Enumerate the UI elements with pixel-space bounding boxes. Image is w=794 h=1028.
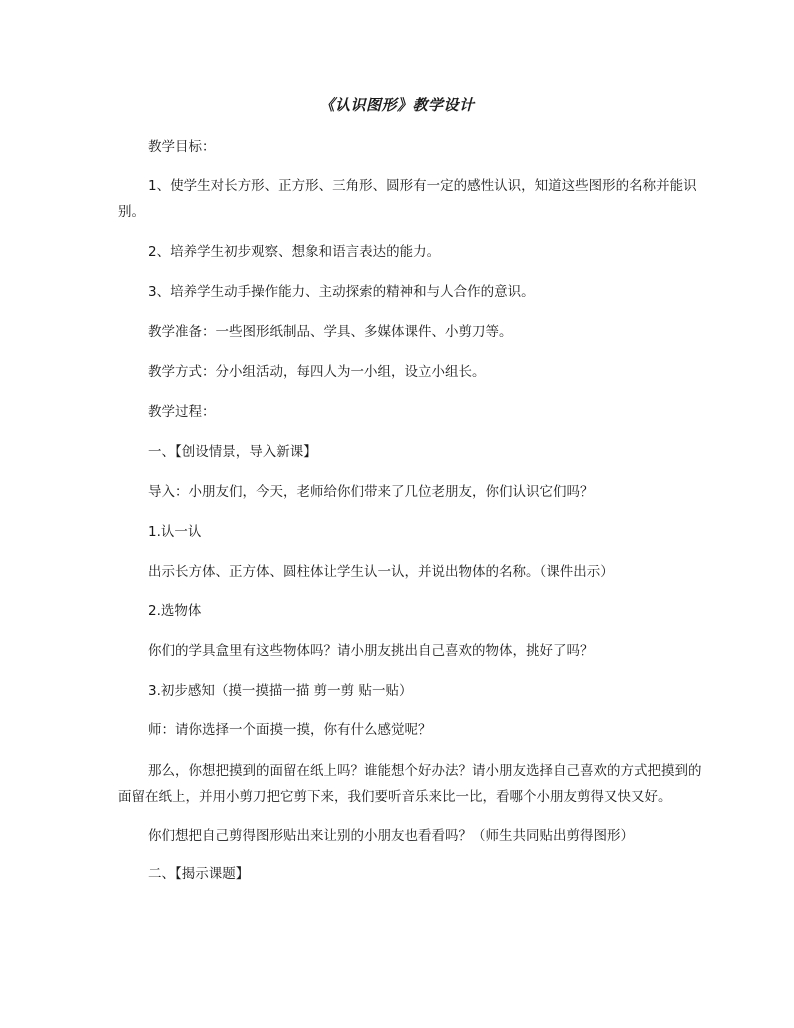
teaching-process-heading: 教学过程： [148, 404, 216, 420]
activity-paragraph: 那么，你想把摸到的面留在纸上吗？谁能想个好办法？请小朋友选择自己喜欢的方式把摸到的面留在纸上，并用小剪刀把它剪下来，我们要听音乐来比一比，看哪个小朋友剪得又快又好。 [118, 763, 702, 805]
document-title: 《认识图形》教学设计 [319, 96, 475, 114]
goal-1-paragraph: 1、使学生对长方形、正方形、三角形、圆形有一定的感性认识，知道这些图形的名称并能识别。 [118, 178, 697, 220]
step-1-heading: 1.认一认 [148, 524, 202, 540]
goal-3-paragraph: 3、培养学生动手操作能力、主动探索的精神和与人合作的意识。 [148, 284, 535, 300]
teaching-preparation-paragraph: 教学准备：一些图形纸制品、学具、多媒体课件、小剪刀等。 [148, 324, 513, 340]
step-2-heading: 2.选物体 [148, 603, 202, 619]
teaching-goals-heading: 教学目标： [148, 139, 216, 155]
step-3-heading: 3.初步感知（摸一摸描一描 剪一剪 贴一贴） [148, 683, 413, 699]
section-2-heading: 二、【揭示课题】 [148, 866, 250, 882]
introduction-paragraph: 导入：小朋友们，今天，老师给你们带来了几位老朋友，你们认识它们吗？ [148, 484, 594, 500]
step-1-paragraph: 出示长方体、正方体、圆柱体让学生认一认，并说出物体的名称。（课件出示） [148, 564, 614, 580]
paste-shapes-paragraph: 你们想把自己剪得图形贴出来让别的小朋友也看看吗？（师生共同贴出剪得图形） [148, 828, 634, 844]
teaching-method-paragraph: 教学方式：分小组活动，每四人为一小组，设立小组长。 [148, 364, 486, 380]
goal-2-paragraph: 2、培养学生初步观察、想象和语言表达的能力。 [148, 244, 441, 260]
step-2-paragraph: 你们的学具盒里有这些物体吗？请小朋友挑出自己喜欢的物体，挑好了吗？ [148, 643, 594, 659]
teacher-question-paragraph: 师：请你选择一个面摸一摸，你有什么感觉呢？ [148, 722, 432, 738]
section-1-heading: 一、【创设情景，导入新课】 [148, 444, 317, 460]
